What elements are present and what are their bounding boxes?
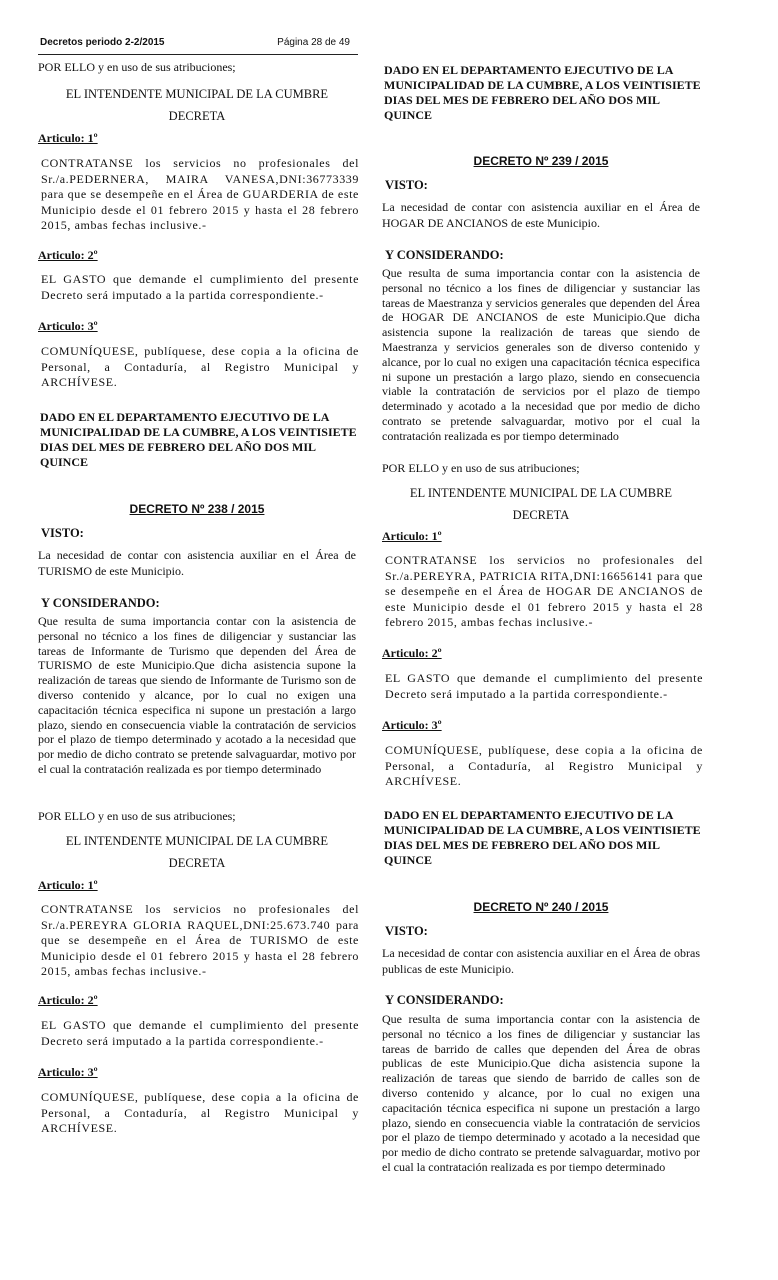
visto-heading: VISTO: <box>385 178 428 192</box>
decreta: DECRETA <box>168 856 226 870</box>
decreta: DECRETA <box>168 109 226 123</box>
articulo-1-heading: Articulo: 1º <box>382 529 442 543</box>
considerando-heading: Y CONSIDERANDO: <box>41 596 160 610</box>
visto-text: La necesidad de contar con asistencia auxiliar en el Área de HOGAR DE ANCIANOS de este Municipio. <box>382 200 700 230</box>
articulo-2-heading: Articulo: 2º <box>38 993 98 1007</box>
considerando-heading: Y CONSIDERANDO: <box>385 248 504 262</box>
articulo-3-text: COMUNÍQUESE, publíquese, dese copia a la oficina de Personal, a Contaduría, al Registro Municipal y ARCHÍVESE. <box>385 743 703 788</box>
por-ello: POR ELLO y en uso de sus atribuciones; <box>382 461 580 475</box>
considerando-heading: Y CONSIDERANDO: <box>385 993 504 1007</box>
articulo-1-text: CONTRATANSE los servicios no profesionales del Sr./a.PEREYRA GLORIA RAQUEL,DNI:25.673.740 para que se desempeñe en el Área de TURISMO de este Municipio desde el 01 febrero 2015 y hasta el 28 febrero 2015, ambas fechas inclusive.- <box>41 902 359 978</box>
por-ello: POR ELLO y en uso de sus atribuciones; <box>38 60 236 74</box>
considerando-text: Que resulta de suma importancia contar con la asistencia de personal no técnico a los fines de diligenciar y sustanciar las tareas de barrido de calles que dependen del Área de obras publicas de este Municipio.Que dicha asistencia supone la realización de tareas que siendo de barrido de calles son de diverso contenido y alcance, por lo cual no exigen una capacitación técnica especifica ni supone un prestación a largo plazo, siendo en consecuencia viable la contratación de servicios por el plazo de tiempo determinado y acotado a la necesidad que por medio de dicho contrato se pretende salvaguardar, motivo por el cual la contratación realizada es por tiempo determinado <box>382 1012 700 1174</box>
dado-en-block: DADO EN EL DEPARTAMENTO EJECUTIVO DE LA MUNICIPALIDAD DE LA CUMBRE, A LOS VEINTISIETE DIAS DEL MES DE FEBRERO DEL AÑO DOS MIL QUINCE <box>384 808 701 867</box>
considerando-text: Que resulta de suma importancia contar con la asistencia de personal no técnico a los fines de diligenciar y sustanciar las tareas de Informante de Turismo que dependen del Área de TURISMO de este Municipio.Que dicha asistencia supone la realización de tareas que siendo de Informante de Turismo son de diverso contenido y alcance, por lo cual no exigen una capacitación técnica especifica ni supone un prestación a largo plazo, siendo en consecuencia viable la contratación de servicios por el plazo de tiempo determinado y acotado a la necesidad que por medio de dicho contrato se pretende salvaguardar, motivo por el cual la contratación realizada es por tiempo determinado <box>38 614 356 776</box>
articulo-2-heading: Articulo: 2º <box>382 646 442 660</box>
articulo-1-text: CONTRATANSE los servicios no profesionales del Sr./a.PEREYRA, PATRICIA RITA,DNI:16656141 para que se desempeñe en el Área de HOGAR DE ANCIANOS de este Municipio desde el 01 febrero 2015 y hasta el 28 febrero 2015, ambas fechas inclusive.- <box>385 553 703 629</box>
decreto-239-title: DECRETO Nº 239 / 2015 <box>473 154 609 168</box>
considerando-text: Que resulta de suma importancia contar con la asistencia de personal no técnico a los fines de diligenciar y sustanciar las tareas de Maestranza y servicios generales que dependen del Área de HOGAR DE ANCIANOS de este Municipio.Que dicha asistencia supone la realización de tareas que siendo de Maestranza y servicios generales son de diverso contenido y alcance, por lo cual no exigen una capacitación técnica especifica ni supone un prestación a largo plazo, siendo en consecuencia viable la contratación de servicios por el plazo de tiempo determinado y acotado a la necesidad que por medio de dicho contrato se pretende salvaguardar, motivo por el cual la contratación realizada es por tiempo determinado <box>382 266 700 443</box>
articulo-3-text: COMUNÍQUESE, publíquese, dese copia a la oficina de Personal, a Contaduría, al Registro Municipal y ARCHÍVESE. <box>41 344 359 389</box>
visto-heading: VISTO: <box>385 924 428 938</box>
articulo-2-text: EL GASTO que demande el cumplimiento del presente Decreto será imputado a la partida correspondiente.- <box>385 671 703 701</box>
articulo-3-heading: Articulo: 3º <box>38 1065 98 1079</box>
por-ello: POR ELLO y en uso de sus atribuciones; <box>38 809 236 823</box>
articulo-1-heading: Articulo: 1º <box>38 131 98 145</box>
articulo-3-heading: Articulo: 3º <box>382 718 442 732</box>
articulo-2-text: EL GASTO que demande el cumplimiento del presente Decreto será imputado a la partida correspondiente.- <box>41 1018 359 1048</box>
visto-text: La necesidad de contar con asistencia auxiliar en el Área de TURISMO de este Municipio. <box>38 548 356 578</box>
articulo-1-text: CONTRATANSE los servicios no profesionales del Sr./a.PEDERNERA, MAIRA VANESA,DNI:36773339 para que se desempeñe en el Área de GUARDERIA de este Municipio desde el 01 febrero 2015 y hasta el 28 febrero 2015, ambas fechas inclusive.- <box>41 156 359 232</box>
dado-en-block: DADO EN EL DEPARTAMENTO EJECUTIVO DE LA MUNICIPALIDAD DE LA CUMBRE, A LOS VEINTISIETE DIAS DEL MES DE FEBRERO DEL AÑO DOS MIL QUINCE <box>384 63 701 122</box>
decreto-238-title: DECRETO Nº 238 / 2015 <box>129 502 265 516</box>
articulo-1-heading: Articulo: 1º <box>38 878 98 892</box>
document-title: Decretos periodo 2-2/2015 <box>40 37 165 48</box>
articulo-3-heading: Articulo: 3º <box>38 319 98 333</box>
intendente: EL INTENDENTE MUNICIPAL DE LA CUMBRE <box>409 486 673 500</box>
articulo-2-text: EL GASTO que demande el cumplimiento del presente Decreto será imputado a la partida correspondiente.- <box>41 272 359 302</box>
visto-text: La necesidad de contar con asistencia auxiliar en el Área de obras publicas de este Municipio. <box>382 946 700 976</box>
intendente: EL INTENDENTE MUNICIPAL DE LA CUMBRE <box>65 87 329 101</box>
page-number: Página 28 de 49 <box>277 37 350 48</box>
decreta: DECRETA <box>512 508 570 522</box>
articulo-2-heading: Articulo: 2º <box>38 248 98 262</box>
intendente: EL INTENDENTE MUNICIPAL DE LA CUMBRE <box>65 834 329 848</box>
decreto-240-title: DECRETO Nº 240 / 2015 <box>473 900 609 914</box>
page-header <box>38 34 358 55</box>
articulo-3-text: COMUNÍQUESE, publíquese, dese copia a la oficina de Personal, a Contaduría, al Registro Municipal y ARCHÍVESE. <box>41 1090 359 1135</box>
dado-en-block: DADO EN EL DEPARTAMENTO EJECUTIVO DE LA MUNICIPALIDAD DE LA CUMBRE, A LOS VEINTISIETE DIAS DEL MES DE FEBRERO DEL AÑO DOS MIL QUINCE <box>40 410 357 469</box>
visto-heading: VISTO: <box>41 526 84 540</box>
